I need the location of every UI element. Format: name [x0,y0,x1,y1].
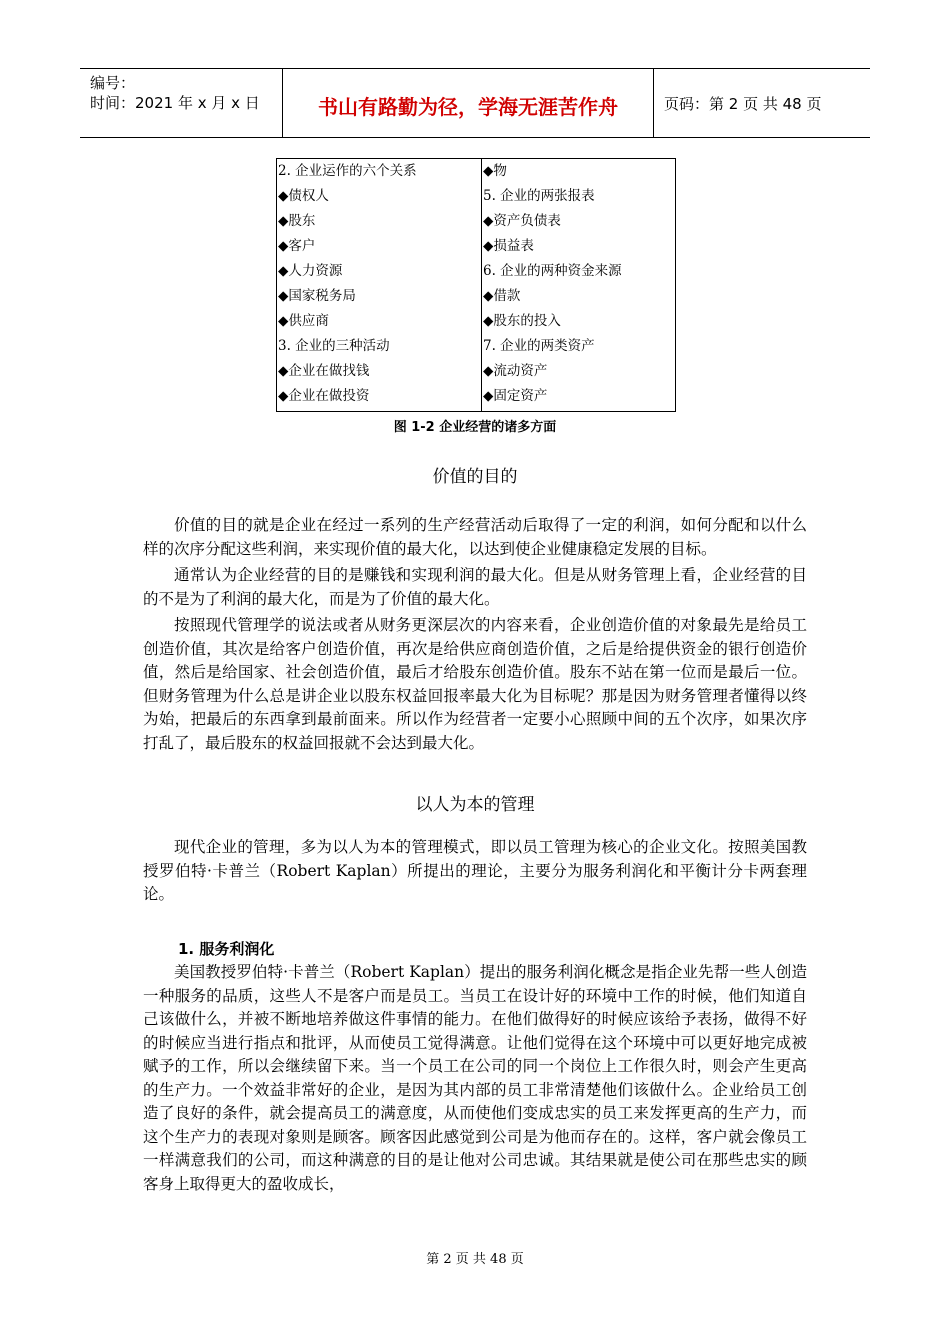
subsection-heading: 1. 服务利润化 [178,940,275,958]
document-number-label: 编号： [90,74,136,92]
page-header [80,68,870,138]
table-cell: ◆企业在做找钱 [278,363,370,379]
header-page-cell [654,69,870,137]
body-paragraph: 美国教授罗伯特·卡普兰（Robert Kaplan）提出的服务利润化概念是指企业先帮一些人创造一种服务的品质，这些人不是客户而是员工。当员工在设计好的环境中工作的时候，他们知道自己该做什么，并被不断地培养做这件事情的能力。在他们做得好的时候应该给予表扬，做得不好的时候应当进行指点和批评，从而使员工觉得满意。让他们觉得在这个环境中可以更好地完成被赋予的工作，所以会继续留下来。当一个员工在公司的同一个岗位上工作很久时，则会产生更高的生产力。一个效益非常好的企业，是因为其内部的员工非常清楚他们该做什么。企业给员工创造了良好的条件，就会提高员工的满意度，从而使他们变成忠实的员工来发挥更高的生产力，而这个生产力的表现对象则是顾客。顾客因此感觉到公司是为他而存在的。这样，客户就会像员工一样满意我们的公司，而这种满意的目的是让他对公司忠诚。其结果就是使公司在那些忠实的顾客身上取得更大的盈收成长， [143,963,807,1193]
table-cell: ◆股东的投入 [483,313,561,329]
document-time-label: 时间：2021 年 x 月 x 日 [90,94,260,112]
table-cell: 2. 企业运作的六个关系 [278,163,417,179]
body-paragraph: 按照现代管理学的说法或者从财务更深层次的内容来看，企业创造价值的对象最先是给员工创造价值，其次是给客户创造价值，再次是给供应商创造价值，之后是给提供资金的银行创造价值，然后是给国家、社会创造价值，最后才给股东创造价值。股东不站在第一位而是最后一位。但财务管理为什么总是讲企业以股东权益回报率最大化为目标呢？那是因为财务管理者懂得以终为始，把最后的东西拿到最前面来。所以作为经营者一定要小心照顾中间的五个次序，如果次序打乱了，最后股东的权益回报就不会达到最大化。 [143,616,807,752]
table-cell: ◆借款 [483,288,521,304]
body-paragraph: 价值的目的就是企业在经过一系列的生产经营活动后取得了一定的利润，如何分配和以什么样的次序分配这些利润，来实现价值的最大化，以达到使企业健康稳定发展的目标。 [143,516,807,558]
table-cell: ◆国家税务局 [278,288,356,304]
table-cell: 3. 企业的三种活动 [278,338,390,354]
header-motto-cell [283,69,654,137]
table-cell: 6. 企业的两种资金来源 [483,263,622,279]
table-cell: ◆人力资源 [278,263,343,279]
table-cell: ◆股东 [278,213,316,229]
table-cell: ◆客户 [278,238,316,254]
table-cell: ◆供应商 [278,313,329,329]
table-cell: 5. 企业的两张报表 [483,188,595,204]
header-motto: 书山有路勤为径，学海无涯苦作舟 [318,95,618,119]
table-cell: ◆资产负债表 [483,213,561,229]
table-cell: ◆损益表 [483,238,534,254]
business-aspects-table [276,158,676,412]
table-left-column [277,159,482,411]
section-title-people-management: 以人为本的管理 [415,795,535,815]
figure-caption: 图 1-2 企业经营的诸多方面 [393,420,557,435]
table-cell: ◆债权人 [278,188,329,204]
body-paragraph: 现代企业的管理，多为以人为本的管理模式，即以员工管理为核心的企业文化。按照美国教授罗伯特·卡普兰（Robert Kaplan）所提出的理论，主要分为服务利润化和平衡计分卡两套理论。 [143,838,807,903]
table-cell: ◆固定资产 [483,388,548,404]
table-right-column [482,159,675,409]
header-page-info: 页码：第 2 页 共 48 页 [664,95,822,113]
table-cell: ◆物 [483,163,507,179]
table-cell: 7. 企业的两类资产 [483,338,595,354]
page-footer: 第 2 页 共 48 页 [426,1252,524,1267]
section-title-value-purpose: 价值的目的 [432,467,518,487]
table-cell: ◆企业在做投资 [278,388,370,404]
table-cell: ◆流动资产 [483,363,548,379]
header-meta [80,69,283,137]
body-paragraph: 通常认为企业经营的目的是赚钱和实现利润的最大化。但是从财务管理上看，企业经营的目的不是为了利润的最大化，而是为了价值的最大化。 [143,566,807,608]
